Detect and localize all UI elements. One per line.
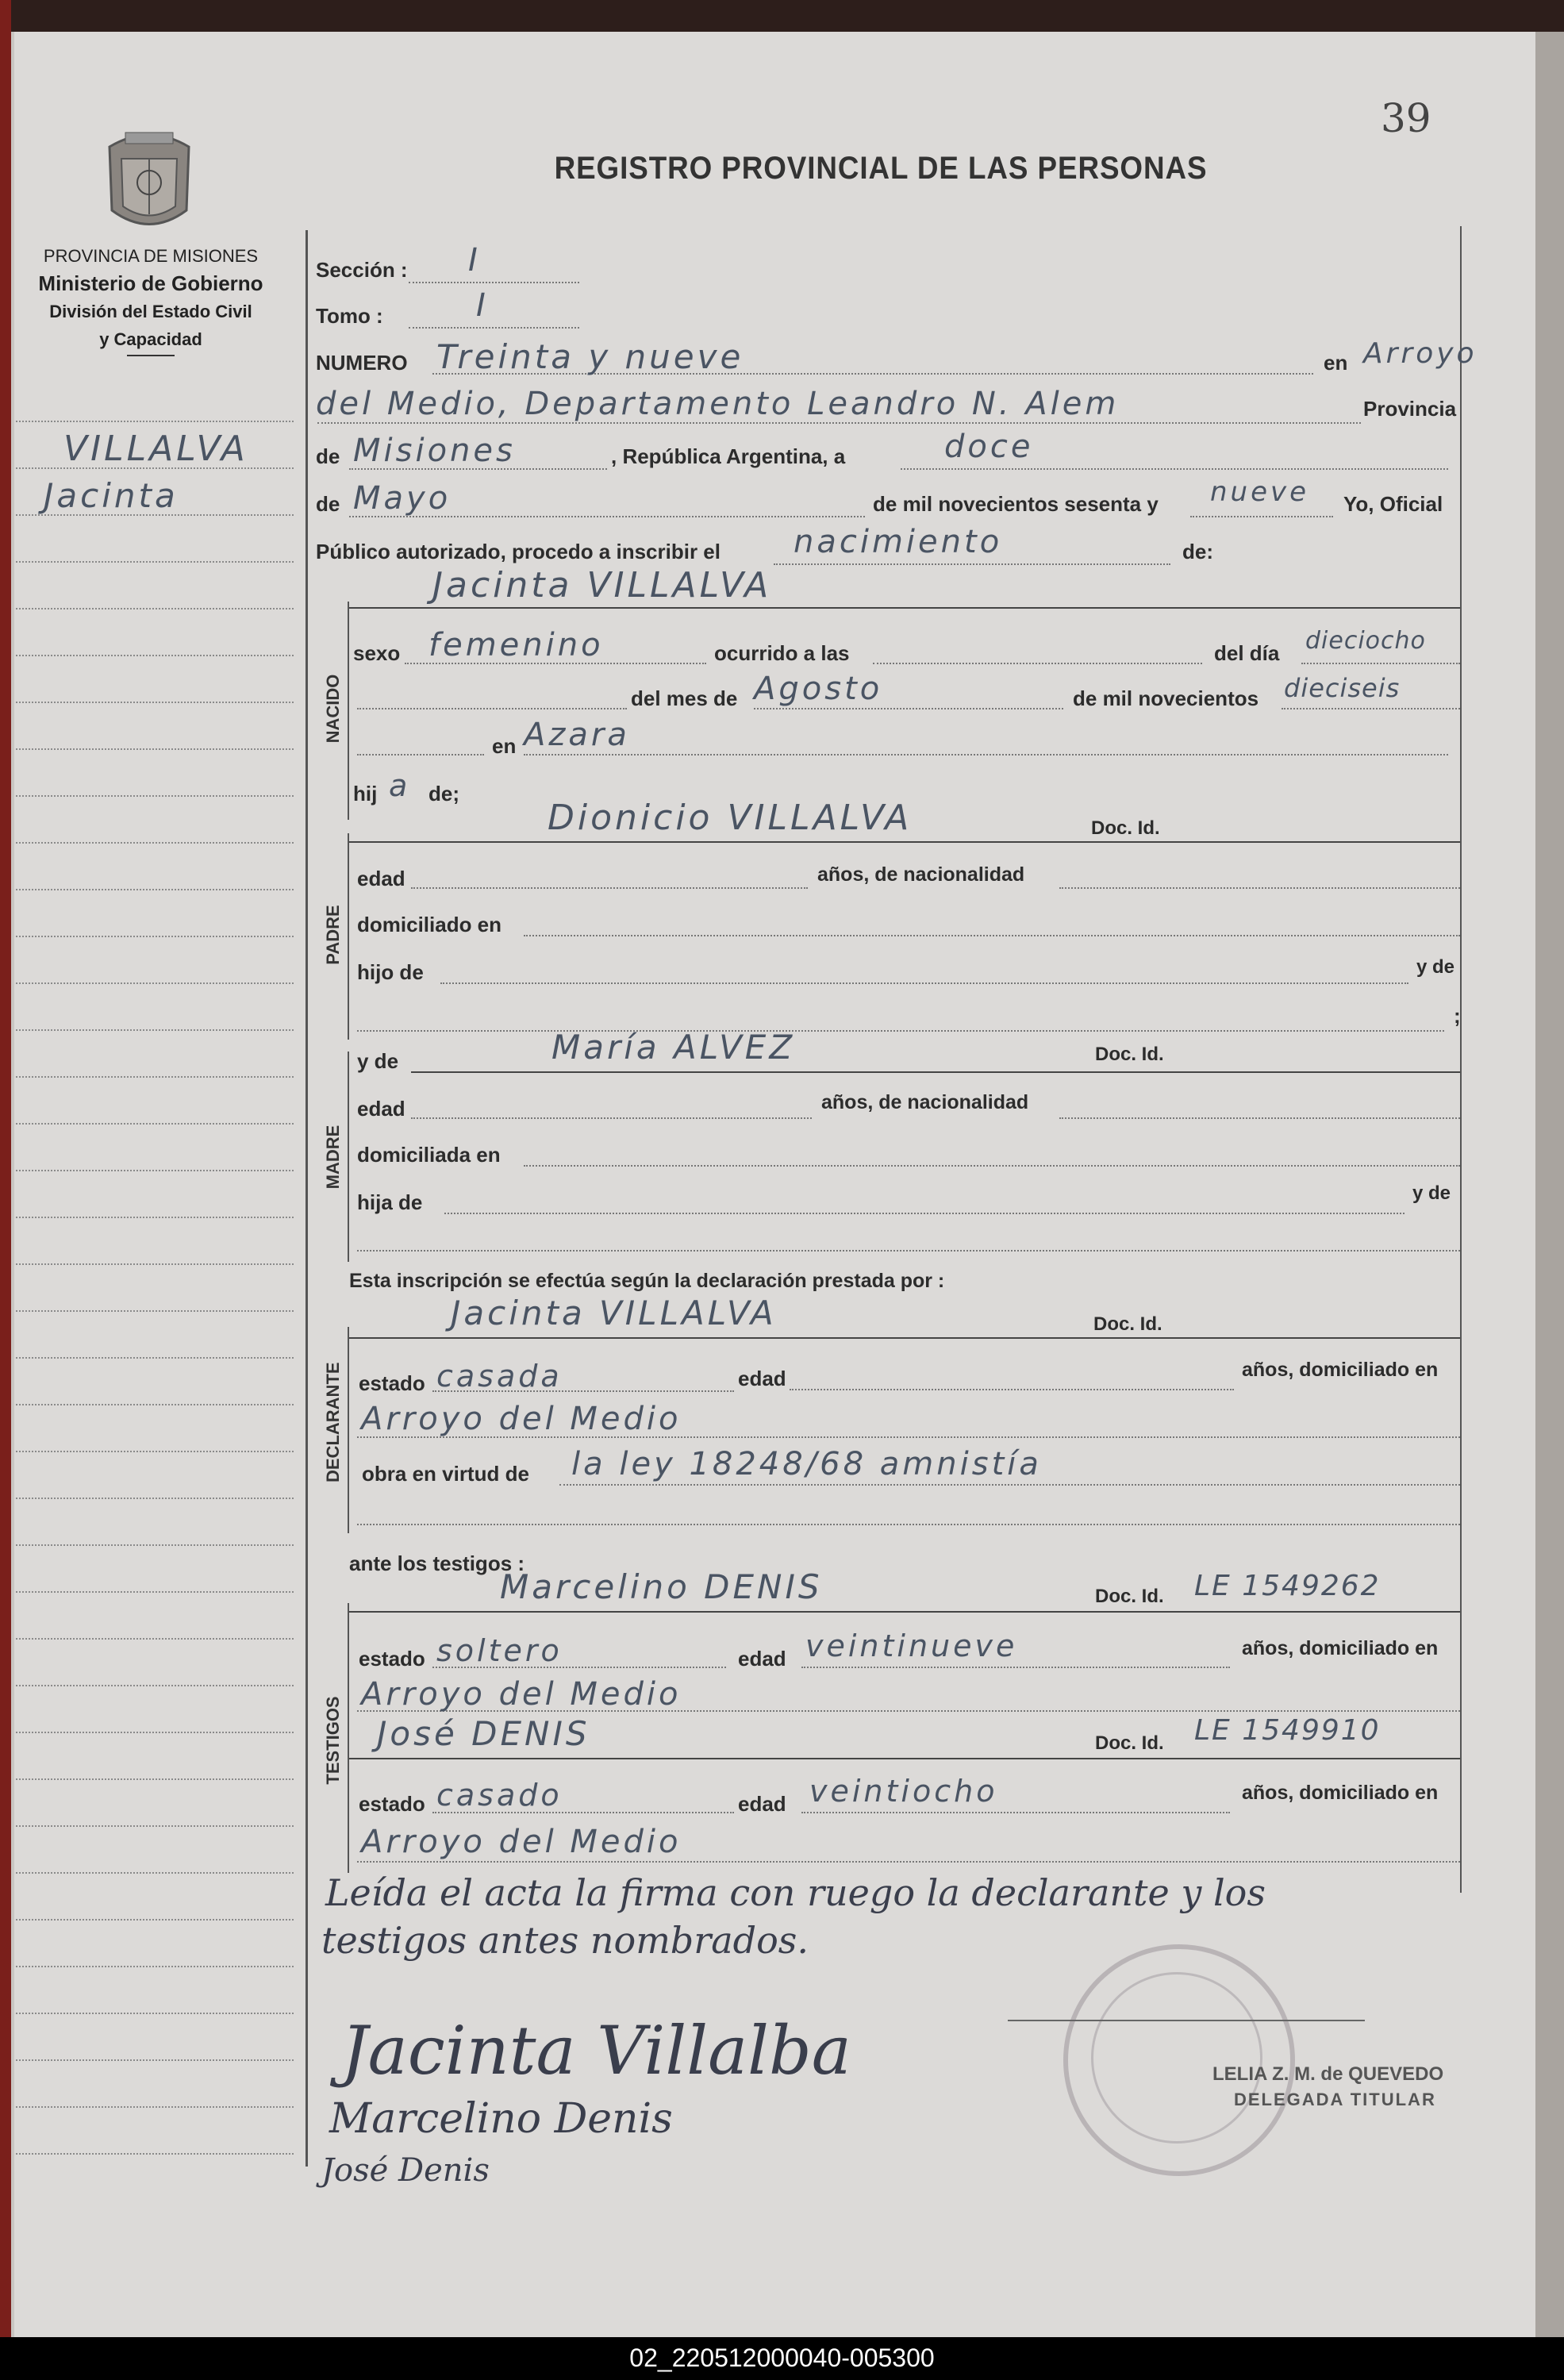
label-republica: , República Argentina, a <box>611 444 846 468</box>
obra-line <box>559 1484 1460 1486</box>
lugar-nac-line <box>524 754 1448 756</box>
value-madre: María ALVEZ <box>551 1028 796 1067</box>
value-dia-nac: dieciocho <box>1305 627 1426 655</box>
mes-nac-pre-line <box>357 708 627 709</box>
margin-dotted-line <box>16 655 294 656</box>
label-testigo1-doc: Doc. Id. <box>1095 1586 1164 1607</box>
value-decl-domicilio: Arroyo del Medio <box>361 1401 682 1437</box>
madre-domicilio-line <box>524 1165 1460 1167</box>
margin-dotted-line <box>16 842 294 844</box>
label-del-mes: del mes de <box>631 686 738 710</box>
page-binding <box>1535 32 1564 2337</box>
value-inscripto: Jacinta VILLALVA <box>432 565 772 606</box>
t1-edad-line <box>801 1667 1230 1668</box>
label-madre-anos: años, de nacionalidad <box>821 1091 1029 1113</box>
margin-dotted-line <box>16 2059 294 2061</box>
value-anio-nac: dieciseis <box>1284 673 1401 703</box>
margin-dotted-line <box>16 1029 294 1031</box>
label-padre-hijo: hijo de <box>357 960 424 984</box>
label-de-colon: de: <box>1182 540 1213 563</box>
signature-testigo1: Marcelino Denis <box>329 2095 673 2143</box>
margin-dotted-line <box>16 1778 294 1780</box>
value-provincia: Misiones <box>353 433 516 469</box>
label-t1-estado: estado <box>359 1647 425 1671</box>
label-decl-anos: años, domiciliado en <box>1242 1359 1439 1381</box>
margin-dotted-line <box>16 889 294 890</box>
value-en-lugar: Arroyo <box>1363 337 1478 370</box>
margin-dotted-line <box>16 1263 294 1265</box>
closing-note-line2: testigos antes nombrados. <box>321 1919 809 1962</box>
side-title-testigos: TESTIGOS <box>323 1696 343 1785</box>
footer-id: 02_220512000040-005300 <box>629 2343 935 2372</box>
value-testigo1: Marcelino DENIS <box>500 1567 823 1606</box>
value-dia: doce <box>944 429 1034 465</box>
label-ocurrido: ocurrido a las <box>714 641 850 665</box>
anio-nac-line <box>1282 708 1460 709</box>
label-de-semicolon: de; <box>428 782 459 806</box>
stamp-name: LELIA Z. M. de QUEVEDO <box>1212 2063 1444 2085</box>
mes-nac-line <box>754 708 1063 709</box>
margin-dotted-line <box>16 1638 294 1640</box>
margin-dotted-line <box>16 1404 294 1405</box>
lugar-nac-pre-line <box>357 754 484 756</box>
label-tomo: Tomo : <box>316 304 383 328</box>
value-testigo2-estado: casado <box>436 1778 563 1813</box>
value-mes-nac: Agosto <box>754 671 883 707</box>
value-sexo: femenino <box>428 627 604 663</box>
label-padre-semicolon: ; <box>1454 1004 1461 1028</box>
value-padre: Dionicio VILLALVA <box>548 798 913 838</box>
padre-line <box>349 841 1460 843</box>
margin-dotted-line <box>16 2013 294 2014</box>
anio-line <box>1190 516 1333 517</box>
madre-line <box>411 1071 1460 1073</box>
padre-hijo-line <box>440 982 1408 984</box>
footer-bar <box>0 2337 1564 2380</box>
label-padre-edad: edad <box>357 867 405 890</box>
margin-dotted-line <box>16 982 294 984</box>
label-ante-testigos: ante los testigos : <box>349 1551 525 1575</box>
label-de-mil: de mil novecientos sesenta y <box>873 492 1159 516</box>
margin-dotted-line <box>16 1498 294 1499</box>
signature-testigo2: José Denis <box>321 2152 490 2189</box>
t2-domicilio-line <box>357 1861 1460 1863</box>
label-madre-yde2: y de <box>1412 1182 1451 1204</box>
padre-nac-line <box>1059 887 1460 889</box>
label-t1-anos: años, domiciliado en <box>1242 1637 1439 1659</box>
value-decl-obra: la ley 18248/68 amnistía <box>571 1446 1042 1482</box>
padre-bracket <box>348 833 349 1040</box>
declarante-line <box>349 1337 1460 1339</box>
madre-bracket <box>348 1052 349 1262</box>
margin-dotted-line <box>16 1123 294 1125</box>
org-ministry: Ministerio de Gobierno <box>38 271 263 295</box>
org-division: División del Estado Civil <box>49 302 252 321</box>
value-testigo2: José DENIS <box>377 1714 590 1753</box>
margin-dotted-line <box>16 1732 294 1733</box>
madre-hija-line <box>444 1213 1405 1214</box>
value-decl-estado: casada <box>436 1359 563 1394</box>
label-padre-doc: Doc. Id. <box>1091 817 1160 839</box>
org-divider <box>127 355 175 356</box>
margin-dotted-line <box>16 1357 294 1359</box>
t2-edad-line <box>801 1812 1230 1813</box>
label-t2-edad: edad <box>738 1792 786 1816</box>
margin-dotted-line <box>16 702 294 703</box>
margin-dotted-line <box>16 2106 294 2108</box>
org-capacity: y Capacidad <box>99 329 202 349</box>
value-seccion: I <box>468 242 481 279</box>
testigos-bracket <box>348 1603 349 1873</box>
margin-dotted-line <box>16 608 294 609</box>
margin-dotted-line <box>16 1919 294 1921</box>
provincial-crest-icon <box>98 123 201 238</box>
inscripto-line <box>349 607 1460 609</box>
label-t2-estado: estado <box>359 1792 425 1816</box>
lugar-line <box>317 422 1361 424</box>
margin-dotted-line <box>16 421 294 422</box>
value-lugar-linea2: del Medio, Departamento Leandro N. Alem <box>316 386 1120 422</box>
value-testigo2-dom: Arroyo del Medio <box>361 1824 682 1860</box>
margin-divider <box>305 230 308 2167</box>
margin-dotted-line <box>16 2153 294 2155</box>
label-testigo2-doc: Doc. Id. <box>1095 1732 1164 1754</box>
label-de-2: de <box>316 492 340 516</box>
margin-dotted-line <box>16 1591 294 1593</box>
value-mes: Mayo <box>353 480 452 517</box>
value-lugar-nac: Azara <box>524 717 630 753</box>
tomo-line <box>409 327 579 329</box>
side-title-declarante: DECLARANTE <box>323 1362 343 1482</box>
label-hij: hij <box>353 782 378 806</box>
label-en: en <box>1324 351 1348 375</box>
hora-line <box>873 663 1202 664</box>
value-anio: nueve <box>1210 476 1310 508</box>
closing-note-line1: Leída el acta la firma con ruego la declarante y los <box>325 1871 1266 1914</box>
label-padre-yde: y de <box>1416 956 1455 978</box>
label-numero: NUMERO <box>316 351 408 375</box>
side-title-padre: PADRE <box>323 905 343 965</box>
padre-yde-line <box>357 1030 1444 1032</box>
label-madre-domicilio: domiciliada en <box>357 1143 501 1167</box>
margin-dotted-line <box>16 561 294 563</box>
value-testigo1-doc: LE 1549262 <box>1194 1570 1381 1602</box>
value-testigo1-estado: soltero <box>436 1633 563 1668</box>
testigo1-line <box>349 1611 1460 1613</box>
side-title-madre: MADRE <box>323 1125 343 1190</box>
label-madre-edad: edad <box>357 1097 405 1121</box>
value-testigo2-edad: veintiocho <box>809 1774 998 1809</box>
document-title: REGISTRO PROVINCIAL DE LAS PERSONAS <box>554 151 1208 186</box>
label-madre-doc: Doc. Id. <box>1095 1044 1164 1065</box>
padre-domicilio-line <box>524 935 1460 936</box>
padre-edad-line <box>411 887 808 889</box>
margin-dotted-line <box>16 1544 294 1546</box>
margin-dotted-line <box>16 1310 294 1312</box>
right-border <box>1460 226 1462 1893</box>
label-provincia: Provincia <box>1363 397 1457 421</box>
value-acto: nacimiento <box>794 524 1003 560</box>
value-declarante: Jacinta VILLALVA <box>451 1294 777 1332</box>
margin-given-name: Jacinta <box>44 476 179 515</box>
document-page <box>11 32 1563 2337</box>
label-en-lugar: en <box>492 734 517 758</box>
signature-declarante: Jacinta Villalba <box>341 2012 851 2090</box>
obra-line-2 <box>357 1524 1460 1525</box>
label-padre-anos: años, de nacionalidad <box>817 863 1025 886</box>
value-testigo1-dom: Arroyo del Medio <box>361 1676 682 1713</box>
page-number: 39 <box>1381 95 1431 141</box>
label-decl-edad: edad <box>738 1367 786 1390</box>
label-de-mil-nov: de mil novecientos <box>1073 686 1259 710</box>
margin-dotted-line <box>16 1872 294 1874</box>
testigo2-line <box>349 1758 1460 1759</box>
side-title-nacido: NACIDO <box>323 674 343 744</box>
nacido-bracket <box>348 602 349 820</box>
margin-surname: VILLALVA <box>63 429 248 469</box>
margin-dotted-line <box>16 1451 294 1452</box>
value-tomo: I <box>476 287 489 324</box>
label-obra: obra en virtud de <box>362 1462 529 1486</box>
margin-dotted-line <box>16 936 294 937</box>
declarante-bracket <box>348 1327 349 1533</box>
dia-line <box>901 468 1448 470</box>
value-testigo2-doc: LE 1549910 <box>1194 1714 1381 1747</box>
margin-dotted-line <box>16 748 294 750</box>
label-seccion: Sección : <box>316 258 408 282</box>
margin-dotted-line <box>16 1217 294 1218</box>
margin-dotted-line <box>16 1825 294 1827</box>
value-hij-suffix: a <box>389 768 411 803</box>
value-numero: Treinta y nueve <box>436 337 744 376</box>
margin-dotted-line <box>16 1076 294 1078</box>
label-padre-domicilio: domiciliado en <box>357 913 502 936</box>
label-decl-estado: estado <box>359 1371 425 1395</box>
label-publico: Público autorizado, procedo a inscribir el <box>316 540 721 563</box>
label-esta-inscripcion: Esta inscripción se efectúa según la declaración prestada por : <box>349 1270 945 1292</box>
label-declarante-doc: Doc. Id. <box>1093 1313 1162 1335</box>
issuing-organization <box>0 242 302 356</box>
label-sexo: sexo <box>353 641 401 665</box>
value-testigo1-edad: veintinueve <box>805 1628 1018 1663</box>
label-de-1: de <box>316 444 340 468</box>
madre-nac-line <box>1059 1117 1460 1119</box>
label-t1-edad: edad <box>738 1647 786 1671</box>
margin-dotted-line <box>16 1685 294 1686</box>
madre-edad-line <box>411 1117 812 1119</box>
org-province: PROVINCIA DE MISIONES <box>43 246 259 266</box>
margin-dotted-line <box>16 795 294 797</box>
label-madre-hija: hija de <box>357 1190 423 1214</box>
acto-line <box>774 563 1170 565</box>
signature-line <box>1008 2020 1365 2021</box>
decl-edad-line <box>790 1389 1234 1390</box>
stamp-role: DELEGADA TITULAR <box>1234 2090 1436 2109</box>
label-t2-anos: años, domiciliado en <box>1242 1782 1439 1804</box>
margin-dotted-line <box>16 1170 294 1171</box>
margin-dotted-line <box>16 1966 294 1967</box>
madre-yde-line <box>357 1250 1460 1252</box>
dia-nac-line <box>1301 663 1460 664</box>
seccion-line <box>409 282 579 283</box>
label-madre-yde: y de <box>357 1049 399 1073</box>
label-del-dia: del día <box>1214 641 1280 665</box>
official-seal-inner <box>1091 1972 1262 2144</box>
label-yo-oficial: Yo, Oficial <box>1343 492 1443 516</box>
